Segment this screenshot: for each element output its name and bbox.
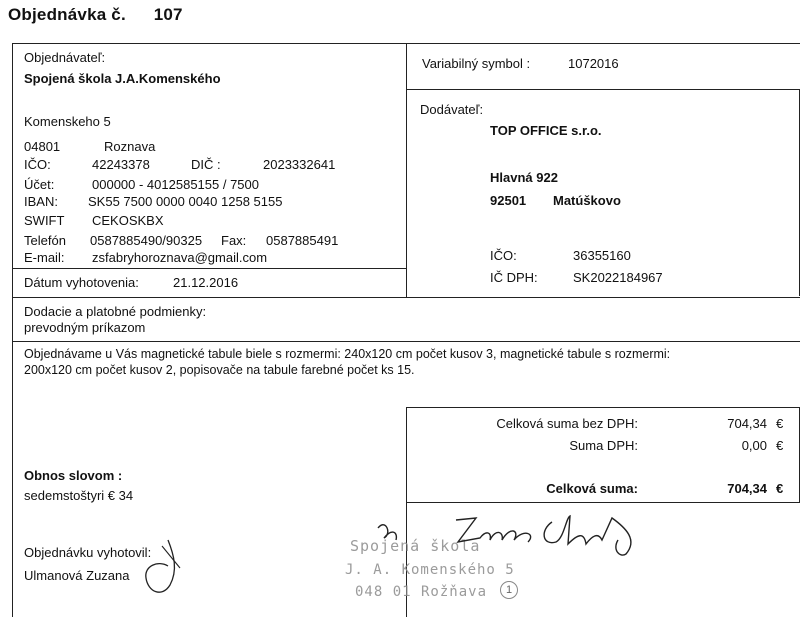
frame-left (12, 43, 13, 617)
date-top-line (12, 268, 407, 269)
date-label: Dátum vyhotovenia: (24, 275, 139, 290)
buyer-dic: 2023332641 (263, 157, 336, 172)
buyer-account-label: Účet: (24, 177, 55, 192)
net-total-value: 704,34 (727, 416, 767, 431)
grand-total-currency: € (776, 481, 784, 496)
totals-box-bottom (406, 502, 800, 503)
supplier-ico-label: IČO: (490, 248, 517, 263)
buyer-phone-label: Telefón (24, 233, 66, 248)
supplier-zip: 92501 (490, 193, 527, 208)
date-value: 21.12.2016 (173, 275, 239, 290)
title-label: Objednávka č. (8, 5, 126, 24)
header-bottom-line (12, 297, 800, 298)
buyer-zip: 04801 (24, 139, 61, 154)
buyer-city: Roznava (104, 139, 156, 154)
issuer-signature-stroke (146, 540, 175, 592)
buyer-ico-label: IČO: (24, 157, 51, 172)
vs-bottom-line (406, 89, 800, 90)
buyer-street: Komenskeho 5 (24, 114, 111, 129)
supplier-street: Hlavná 922 (490, 170, 558, 185)
net-total-label: Celková suma bez DPH: (496, 416, 638, 431)
net-total-currency: € (776, 416, 784, 431)
stamp-line-1: Spojená škola (350, 537, 481, 555)
totals-box-top (406, 407, 800, 408)
buyer-iban-label: IBAN: (24, 194, 58, 209)
variable-symbol-label: Variabilný symbol : (422, 56, 531, 71)
supplier-icdph: SK2022184967 (573, 270, 663, 285)
buyer-phone: 0587885490/90325 (90, 233, 203, 248)
description-line-1: Objednávame u Vás magnetické tabule biele s rozmermi: 240x120 cm počet kusov 3, magnetické tabule s rozmermi: (24, 347, 671, 361)
buyer-email-label: E-mail: (24, 250, 65, 265)
stamp-number: 1 (500, 581, 518, 599)
director-signature-mg (378, 525, 396, 540)
signature-scribbles (140, 510, 660, 610)
supplier-name: TOP OFFICE s.r.o. (490, 123, 602, 138)
vat-label: Suma DPH: (569, 438, 638, 453)
director-signature-flourish (544, 516, 631, 555)
words-value: sedemstoštyri € 34 (24, 488, 134, 503)
vat-currency: € (776, 438, 784, 453)
issuer-name: Ulmanová Zuzana (24, 568, 130, 583)
supplier-icdph-label: IČ DPH: (490, 270, 538, 285)
terms-label: Dodacie a platobné podmienky: (24, 304, 207, 319)
buyer-dic-label: DIČ : (191, 157, 221, 172)
supplier-ico: 36355160 (573, 248, 631, 263)
issuer-label: Objednávku vyhotovil: (24, 545, 152, 560)
buyer-iban: SK55 7500 0000 0040 1258 5155 (88, 194, 283, 209)
grand-total-value: 704,34 (727, 481, 767, 496)
stamp-line-3: 048 01 Rožňava (355, 584, 488, 600)
stamp-line-2: J. A. Komenského 5 (345, 562, 515, 578)
director-signature-name (456, 518, 531, 542)
buyer-ico: 42243378 (92, 157, 150, 172)
terms-value: prevodným príkazom (24, 320, 146, 335)
order-number: 107 (153, 5, 183, 24)
description-line-2: 200x120 cm počet kusov 2, popisovače na tabule farebné počet ks 15. (24, 363, 415, 377)
buyer-fax: 0587885491 (266, 233, 339, 248)
words-label: Obnos slovom : (24, 468, 123, 483)
variable-symbol-value: 1072016 (568, 56, 619, 71)
buyer-name: Spojená škola J.A.Komenského (24, 71, 221, 86)
divider-buyer-supplier (406, 43, 407, 297)
supplier-city: Matúškovo (553, 193, 621, 208)
buyer-account: 000000 - 4012585155 / 7500 (92, 177, 259, 192)
grand-total-label: Celková suma: (546, 481, 638, 496)
buyer-email: zsfabryhoroznava@gmail.com (92, 250, 268, 265)
document-title (8, 5, 183, 25)
vat-value: 0,00 (741, 438, 767, 453)
supplier-label: Dodávateľ: (420, 102, 484, 117)
terms-bottom-line (12, 341, 800, 342)
buyer-swift-label: SWIFT (24, 213, 65, 228)
buyer-fax-label: Fax: (221, 233, 247, 248)
buyer-swift: CEKOSKBX (92, 213, 164, 228)
buyer-label: Objednávateľ: (24, 50, 106, 65)
